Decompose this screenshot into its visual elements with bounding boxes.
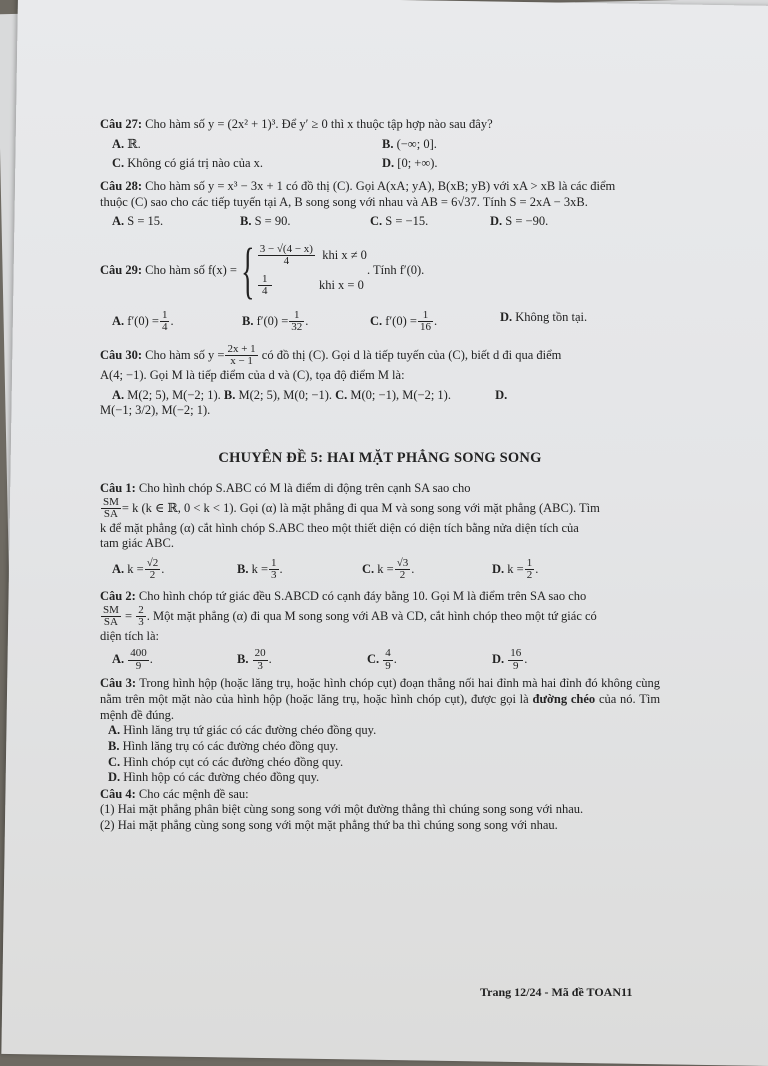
options [100, 388, 660, 404]
option-d: D. $\frac{16}{9}$ . [492, 647, 528, 672]
question-text: Cho hàm số y = x³ − 3x + 1 có đồ thị (C). Gọi A(xA; yA), B(xB; yB) với xA > xB là các điểm [145, 178, 616, 193]
function-fraction: $\frac{2x + 1}{x - 1}$ [227, 342, 256, 368]
options [100, 156, 660, 172]
question-label: Câu 1: [100, 480, 136, 495]
option-d: D. [495, 387, 508, 402]
case2-fraction: $\frac{1}{4}$ [258, 274, 312, 298]
question-28 [100, 179, 660, 230]
case1-condition: khi x ≠ 0 [322, 247, 367, 262]
option-b: B. (−∞; 0]. [382, 136, 437, 151]
question-label: Câu 30: [100, 347, 143, 362]
left-brace: { [241, 236, 255, 305]
question-4: Câu 4: Cho các mệnh đề sau: (1) Hai mặt phẳng phân biệt cùng song song với một đường thẳng thì chúng song song với nhau. (2) Hai mặt phẳng cùng song song với một mặt phẳng thứ ba thì chúng song song với nhau. [100, 787, 660, 834]
question-text: Cho hàm số y = (2x² + 1)³. Để y′ ≥ 0 thì x thuộc tập hợp nào sau đây? [145, 117, 493, 131]
option-d: D. [0; +∞). [382, 156, 438, 171]
option-c: C. Hình chóp cụt có các đường chéo đồng quy. [108, 754, 344, 769]
option-d-value: M(−1; 3/2), M(−2; 1). [100, 403, 211, 418]
case1-fraction: $\frac{3 - √(4 - x)}{4}$ [259, 242, 313, 268]
question-label: Câu 29: [100, 262, 143, 277]
option-a: A. $\frac{400}{9}$ . [112, 647, 153, 672]
question-29 [100, 236, 660, 334]
option-a: A. k = $\frac{√2}{2}$ . [112, 556, 165, 582]
question-27 [100, 117, 660, 172]
option-d: D. S = −90. [490, 214, 549, 229]
option-b: B. f′(0) = $\frac{1}{32}$ . [242, 308, 309, 334]
question-text-cont: thuộc (C) sao cho các tiếp tuyến tại A, B song song với nhau và AB = 6√37. Tính S = 2xA − 3xB. [100, 194, 588, 209]
option-c: C. Không có giá trị nào của x. [112, 156, 264, 171]
options [100, 310, 660, 334]
page-footer: Trang 12/24 - Mã đề TOAN11 [480, 985, 633, 999]
option-c: C. k = $\frac{√3}{2}$ . [362, 556, 415, 582]
question-1: Câu 1: Cho hình chóp S.ABC có M là điểm di động trên cạnh SA sao cho $\frac{SM}{SA}$ = k (k ∈ ℝ, 0 < k < 1). Gọi (α) là mặt phẳng đi qua M và song song với mặt phẳng (ABC). Tìm k để mặt phẳng (α) cắt hình chóp S.ABC theo một thiết diện có diện tích bằng nửa diện tích của tam giác ABC. A. k = $\frac{√2}{2}$ . B. k = $\frac{1}{3}$ . C. k = $\frac{√3}{2}$ . D. k = $\frac{1}{2}$ . [100, 481, 660, 582]
option-a: A. f′(0) = $\frac{1}{4}$ . [112, 308, 174, 334]
question-30: Câu 30: Cho hàm số y = $\frac{2x + 1}{x - 1}$ có đồ thị (C). Gọi d là tiếp tuyến của (C), biết d đi qua điểm A(4; −1). Gọi M là tiếp điểm của d và (C), tọa độ điểm M là: A. M(2; 5), M(−2; 1). B. M(2; 5), M(0; −1). C. M(0; −1), M(−2; 1). D. M(−1; 3/2), M(−2; 1). [100, 344, 660, 419]
statement-1: (1) Hai mặt phẳng phân biệt cùng song song với một đường thẳng thì chúng song song với nhau. [100, 802, 584, 817]
option-a: A. Hình lăng trụ tứ giác có các đường chéo đồng quy. [108, 723, 377, 738]
option-d: D. k = $\frac{1}{2}$ . [492, 556, 539, 582]
options [100, 558, 660, 582]
option-a: A. S = 15. [112, 214, 164, 229]
question-3: Câu 3: Trong hình hộp (hoặc lăng trụ, hoặc hình chóp cụt) đoạn thẳng nối hai đỉnh mà hai đỉnh đó không cùng nằm trên một mặt nào của hình hộp (hoặc lăng trụ, hoặc hình chóp cụt), được gọi là đường chéo của nó. Tìm mệnh đề đúng. A. Hình lăng trụ tứ giác có các đường chéo đồng quy. B. Hình lăng trụ có các đường chéo đồng quy. C. Hình chóp cụt có các đường chéo đồng quy. D. Hình hộp có các đường chéo đồng quy. [100, 676, 661, 785]
case2-condition: khi x = 0 [318, 277, 364, 292]
option-c: C. S = −15. [370, 214, 429, 229]
option-a: A. M(2; 5), M(−2; 1). [112, 387, 221, 402]
question-label: Câu 27: [100, 117, 143, 131]
option-b: B. M(2; 5), M(0; −1). [223, 387, 332, 402]
question-label: Câu 3: [100, 676, 137, 691]
question-2: Câu 2: Cho hình chóp tứ giác đều S.ABCD có cạnh đáy bằng 10. Gọi M là điểm trên SA sao cho $\frac{SM}{SA}$ = $\frac{2}{3}$ . Một mặt phẳng (α) đi qua M song song với AB và CD, cắt hình chóp theo một tứ giác có diện tích là: A. $\frac{400}{9}$ . B. $\frac{20}{3}$ . C. $\frac{4}{9}$ . D. $\frac{16}{9}$ . [100, 589, 660, 672]
option-b: B. Hình lăng trụ có các đường chéo đồng quy. [108, 738, 339, 753]
question-text-cont: A(4; −1). Gọi M là tiếp điểm của d và (C), tọa độ điểm M là: [100, 367, 405, 382]
statement-2: (2) Hai mặt phẳng cùng song song với một mặt phẳng thứ ba thì chúng song song với nhau. [100, 818, 558, 833]
page-content [100, 110, 660, 834]
option-c: C. $\frac{4}{9}$ . [367, 647, 397, 672]
question-label: Câu 4: [100, 786, 136, 801]
options [100, 214, 660, 230]
option-b: B. $\frac{20}{3}$ . [237, 647, 272, 672]
piecewise-cases [257, 244, 367, 298]
option-b: B. S = 90. [240, 214, 291, 229]
question-label: Câu 2: [100, 589, 136, 603]
section-title: CHUYÊN ĐỀ 5: HAI MẶT PHẲNG SONG SONG [218, 449, 542, 466]
function-prefix: Cho hàm số f(x) = [145, 262, 237, 277]
option-b: B. k = $\frac{1}{3}$ . [237, 556, 283, 582]
question-label: Câu 28: [100, 178, 143, 193]
option-d: D. Không tồn tại. [500, 309, 588, 324]
question-suffix: . Tính f′(0). [366, 262, 425, 277]
option-d: D. Hình hộp có các đường chéo đồng quy. [108, 770, 320, 785]
option-c: C. M(0; −1), M(−2; 1). [335, 387, 451, 402]
options [100, 137, 660, 153]
option-c: C. f′(0) = $\frac{1}{16}$ . [370, 308, 438, 334]
options [100, 648, 660, 672]
option-a: A. ℝ. [112, 136, 141, 151]
